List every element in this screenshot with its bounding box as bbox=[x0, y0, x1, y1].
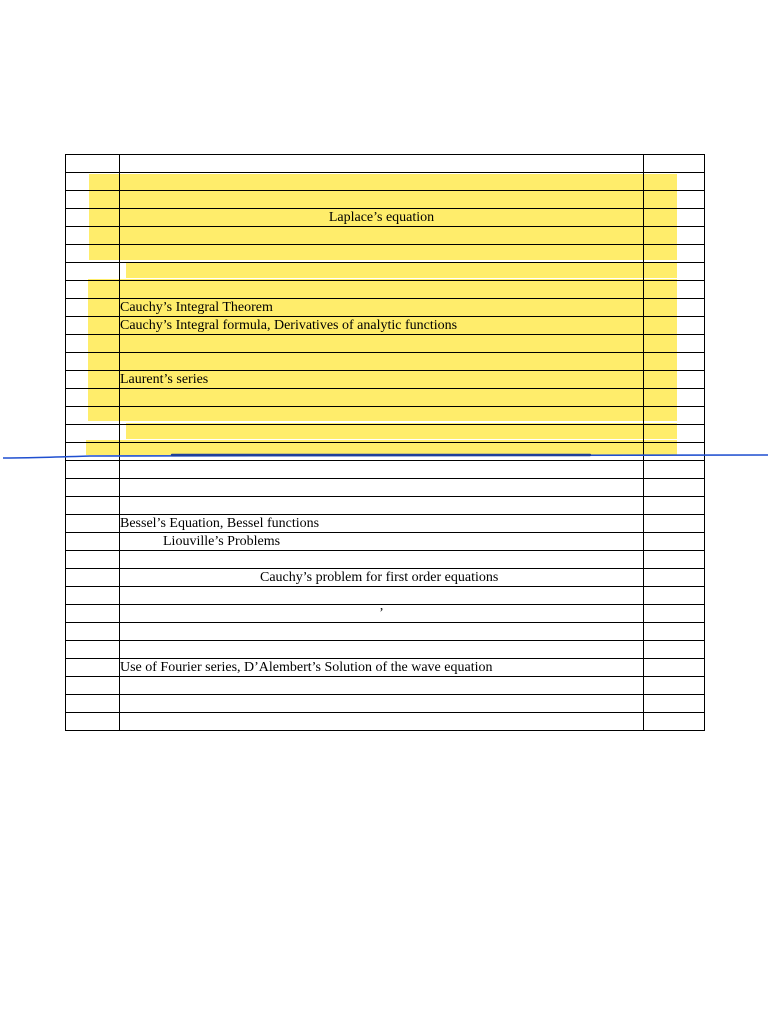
topic-text: Cauchy’s Integral formula, Derivatives of analytic functions bbox=[120, 318, 458, 333]
topic-text: Liouville’s Problems bbox=[163, 534, 281, 549]
topic-text: Use of Fourier series, D’Alembert’s Solution of the wave equation bbox=[120, 660, 493, 675]
topic-text: Cauchy’s Integral Theorem bbox=[120, 300, 273, 315]
topic-text: Laplace’s equation bbox=[328, 210, 435, 225]
topic-text: Cauchy’s problem for first order equations bbox=[260, 570, 499, 585]
topic-text: ’ bbox=[379, 606, 384, 621]
topic-text: Bessel’s Equation, Bessel functions bbox=[120, 516, 320, 531]
topic-text: Laurent’s series bbox=[120, 372, 209, 387]
